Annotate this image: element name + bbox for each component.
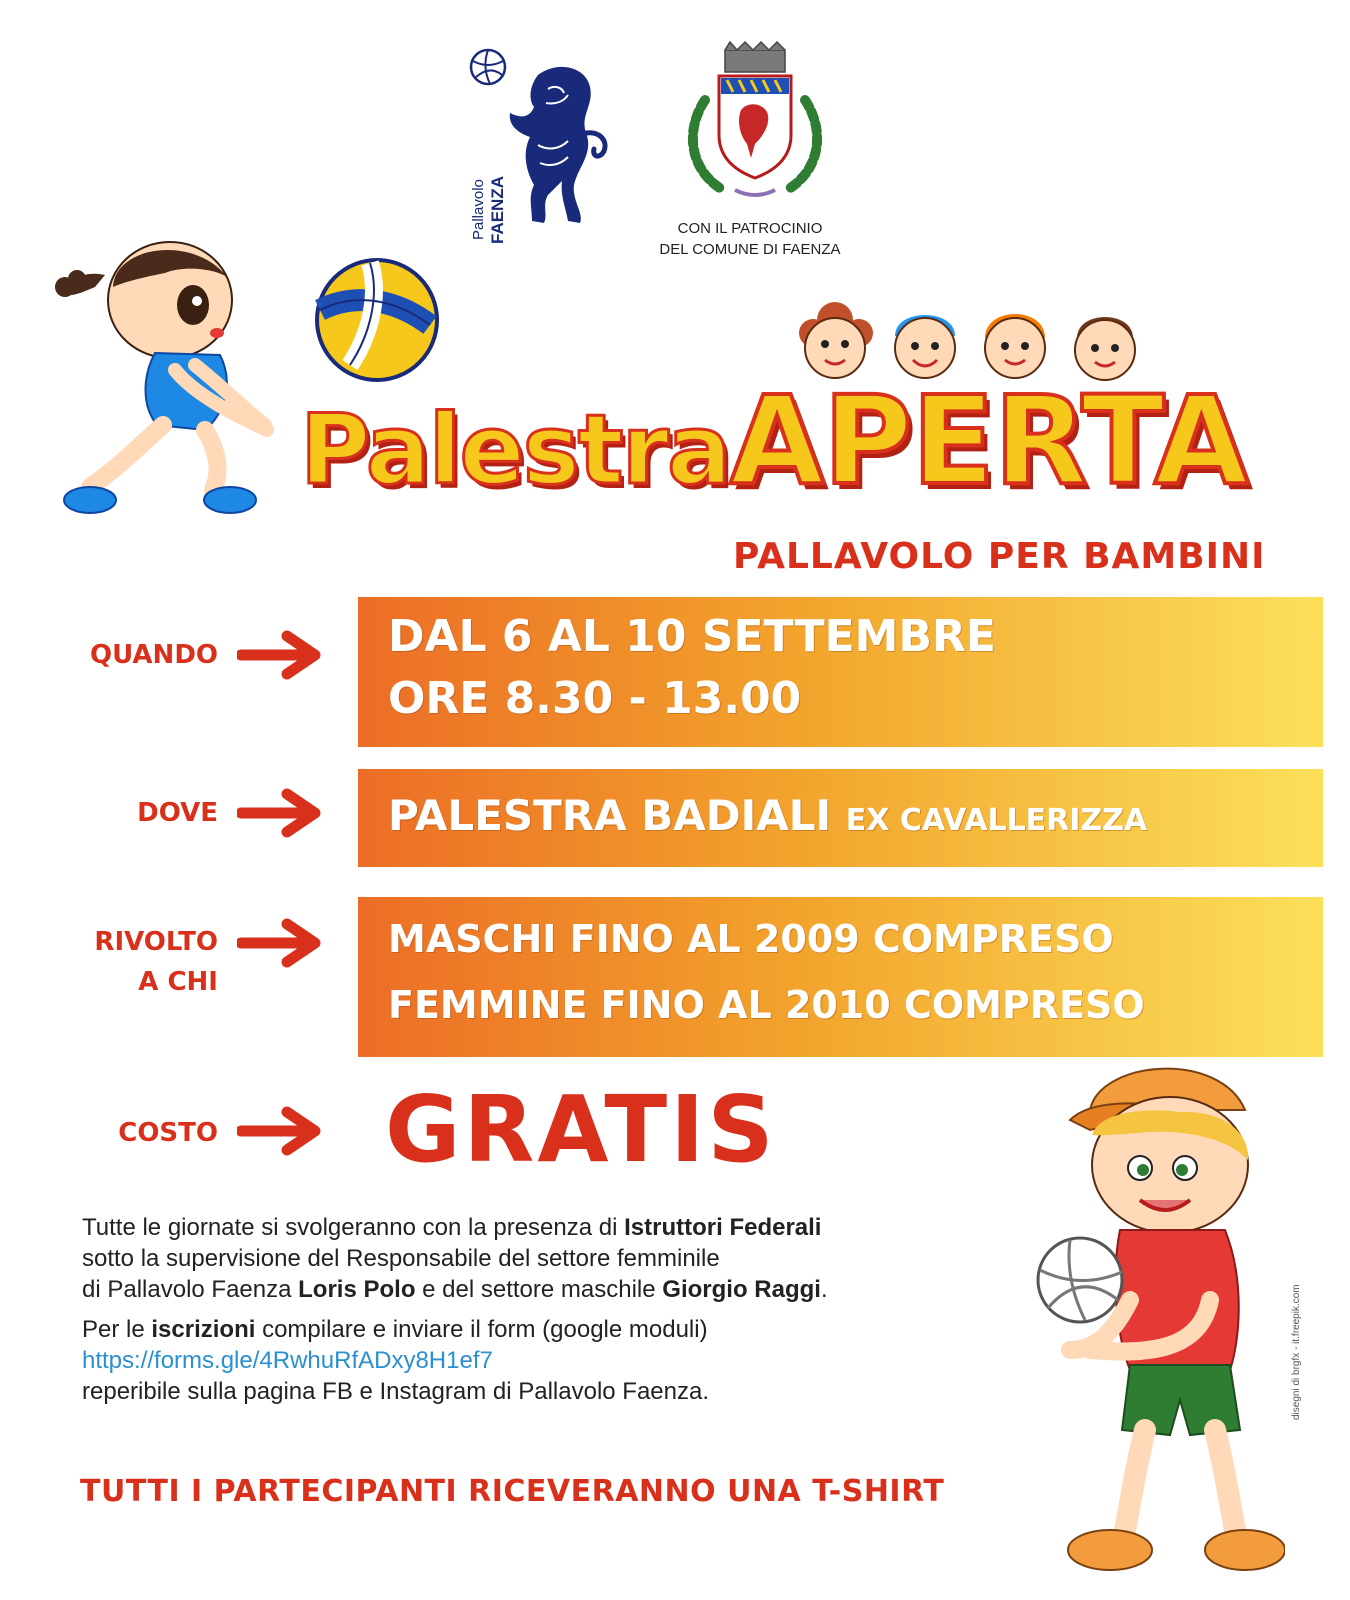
desc-bold-name-2: Giorgio Raggi — [662, 1276, 821, 1303]
desc-text: Per le — [82, 1316, 152, 1343]
desc-text: e del settore maschile — [415, 1276, 663, 1303]
desc-text: reperibile sulla pagina FB e Instagram di Pallavolo Faenza. — [82, 1378, 710, 1405]
page-subtitle: PALLAVOLO PER BAMBINI — [733, 536, 1266, 577]
desc-text: Tutte le giornate si svolgeranno con la presenza di — [82, 1214, 625, 1241]
title-part1: Palestra — [300, 394, 730, 506]
who-band — [358, 897, 1323, 1057]
arrow-right-icon — [237, 1106, 327, 1156]
description-paragraph-2 — [82, 1314, 1042, 1407]
registration-form-link[interactable]: https://forms.gle/4RwhuRfADxy8H1ef7 — [82, 1347, 493, 1374]
patronage-line2: DEL COMUNE DI FAENZA — [659, 241, 841, 258]
desc-text: di Pallavolo Faenza — [82, 1276, 299, 1303]
faenza-coat-of-arms — [675, 40, 835, 205]
desc-text: sotto la supervisione del Responsabile del settore femminile — [82, 1245, 720, 1272]
when-hours: ORE 8.30 - 13.00 — [388, 673, 802, 724]
when-band — [358, 597, 1323, 747]
club-name-line2: FAENZA — [488, 176, 507, 244]
desc-bold-registration: iscrizioni — [151, 1316, 256, 1343]
arrow-right-icon — [237, 788, 327, 838]
desc-bold-instructors: Istruttori Federali — [624, 1214, 822, 1241]
girl-volleyball-illustration — [45, 225, 305, 525]
who-label-line2: A CHI — [138, 967, 218, 997]
description-paragraph-1 — [82, 1212, 1042, 1305]
desc-text: compilare e inviare il form (google moduli) — [255, 1316, 708, 1343]
description — [82, 1212, 1042, 1416]
volleyball-ball-illustration — [310, 255, 445, 385]
title-part2: APERTA — [729, 370, 1248, 512]
who-label-line1: RIVOLTO — [94, 927, 218, 957]
where-band — [358, 769, 1323, 867]
who-females: FEMMINE FINO AL 2010 COMPRESO — [388, 983, 1145, 1027]
where-extra: EX CAVALLERIZZA — [845, 803, 1148, 838]
tshirt-notice: TUTTI I PARTECIPANTI RICEVERANNO UNA T-SHIRT — [80, 1474, 945, 1509]
cost-value: GRATIS — [385, 1076, 777, 1183]
where-text — [388, 791, 1147, 840]
desc-text: . — [820, 1276, 828, 1303]
where-main: PALESTRA BADIALI — [388, 791, 832, 840]
page-title — [300, 370, 1248, 512]
patronage-line1: CON IL PATROCINIO — [677, 220, 823, 237]
where-label: DOVE — [137, 798, 218, 828]
when-label: QUANDO — [90, 640, 218, 670]
patronage-text — [630, 218, 870, 260]
who-males: MASCHI FINO AL 2009 COMPRESO — [388, 917, 1114, 961]
club-name-line1: Pallavolo — [470, 179, 487, 240]
who-label — [18, 922, 218, 1002]
arrow-right-icon — [237, 630, 327, 680]
cost-label: COSTO — [118, 1118, 218, 1148]
when-dates: DAL 6 AL 10 SETTEMBRE — [388, 611, 996, 662]
illustration-credit: disegni di brgfx - it.freepik.com — [1291, 1284, 1302, 1420]
boy-volleyball-illustration — [1030, 1050, 1285, 1590]
desc-bold-name-1: Loris Polo — [298, 1276, 416, 1303]
arrow-right-icon — [237, 918, 327, 968]
